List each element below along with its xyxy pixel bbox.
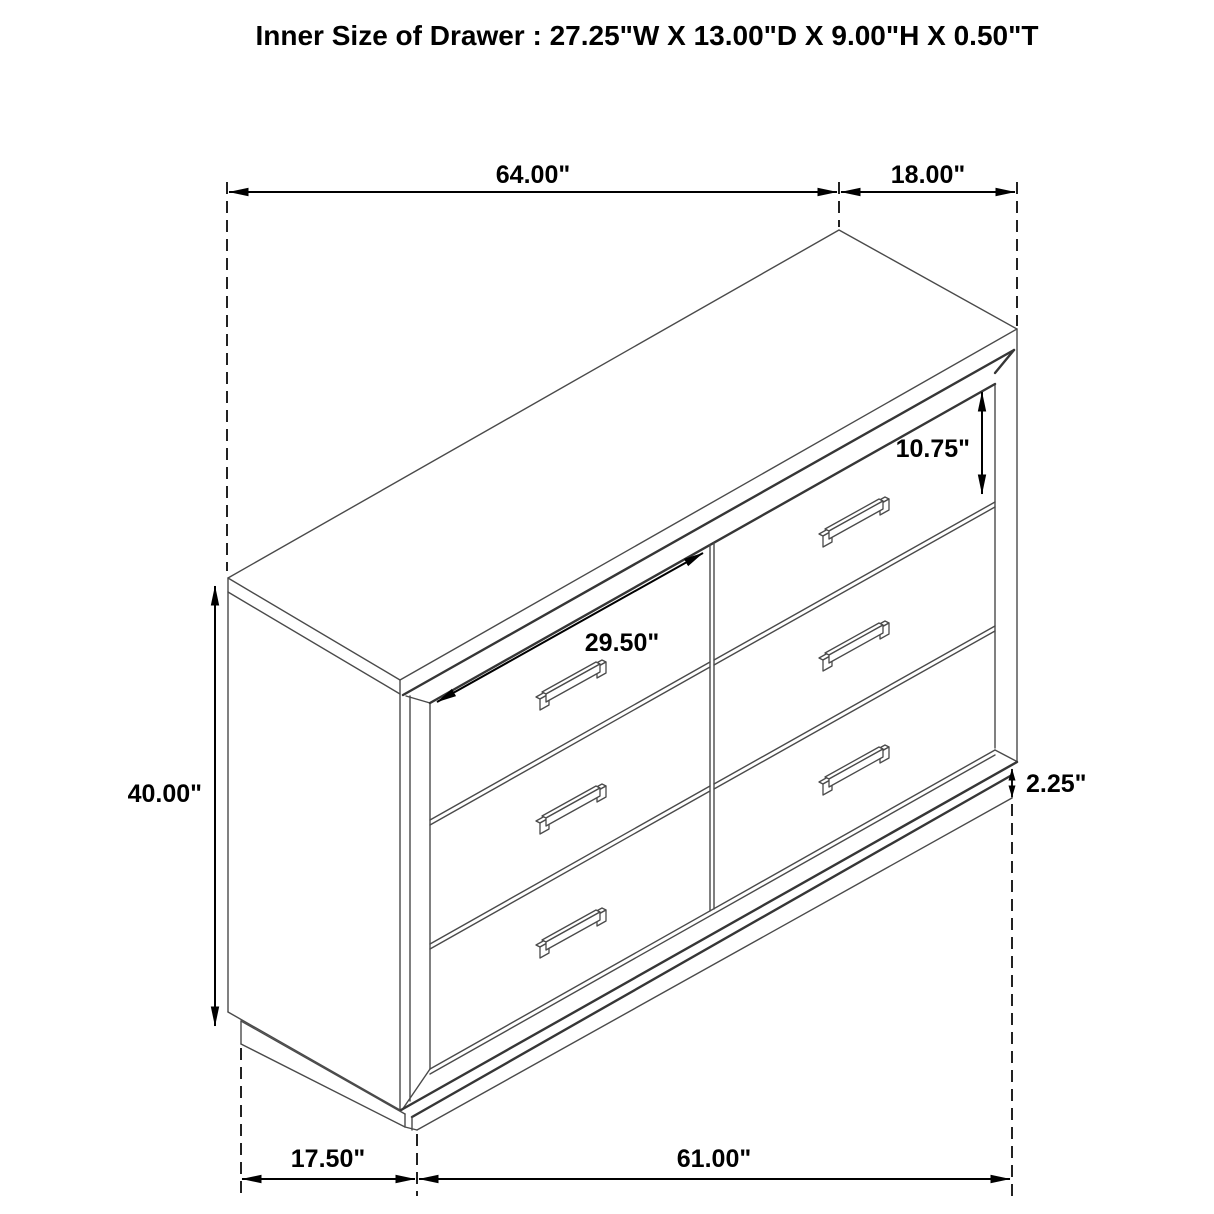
- drawer-handle: [819, 745, 889, 795]
- dim-label-top-width: 64.00": [495, 161, 571, 189]
- right-stile-bottom-chamfer: [995, 750, 1016, 761]
- dim-label-base-depth: 17.50": [290, 1145, 366, 1173]
- top-band-right-chamfer: [995, 350, 1014, 373]
- dim-label-top-depth: 18.00": [890, 161, 966, 189]
- drawer-region-bottom-edges: [430, 750, 995, 1074]
- side-bottom-edge: [228, 1012, 400, 1110]
- drawer-center-divider: [710, 543, 714, 911]
- drawer-handles: [536, 497, 889, 958]
- left-stile-bottom-chamfer: [402, 1069, 430, 1110]
- carcase-bottom-front-edge: [401, 762, 1017, 1110]
- dimension-annotations: [128, 161, 1087, 1196]
- dim-label-overall-height: 40.00": [127, 780, 202, 808]
- drawer-handle: [536, 908, 606, 958]
- base-plinth: [241, 775, 1012, 1130]
- drawer-handle: [819, 497, 889, 547]
- base-front-top-edge: [412, 775, 1012, 1117]
- front-top-edge: [430, 384, 995, 703]
- dim-label-drawer-height: 10.75": [895, 435, 970, 463]
- dim-label-base-width: 61.00": [676, 1145, 752, 1173]
- base-left-bottom-edge: [241, 1044, 405, 1127]
- drawer-handle: [819, 621, 889, 671]
- top-band-front-edge: [403, 350, 1014, 695]
- drawer-handle: [536, 784, 606, 834]
- dresser-drawing: [228, 230, 1017, 1130]
- dim-label-drawer-width: 29.50": [584, 629, 660, 657]
- dim-label-base-height: 2.25": [1026, 770, 1087, 798]
- drawer-handle: [536, 660, 606, 710]
- top-band-side-edge: [228, 592, 400, 694]
- page-title: Inner Size of Drawer : 27.25"W X 13.00"D X 9.00"H X 0.50"T: [255, 20, 1039, 51]
- base-left-top-edge: [241, 1021, 405, 1114]
